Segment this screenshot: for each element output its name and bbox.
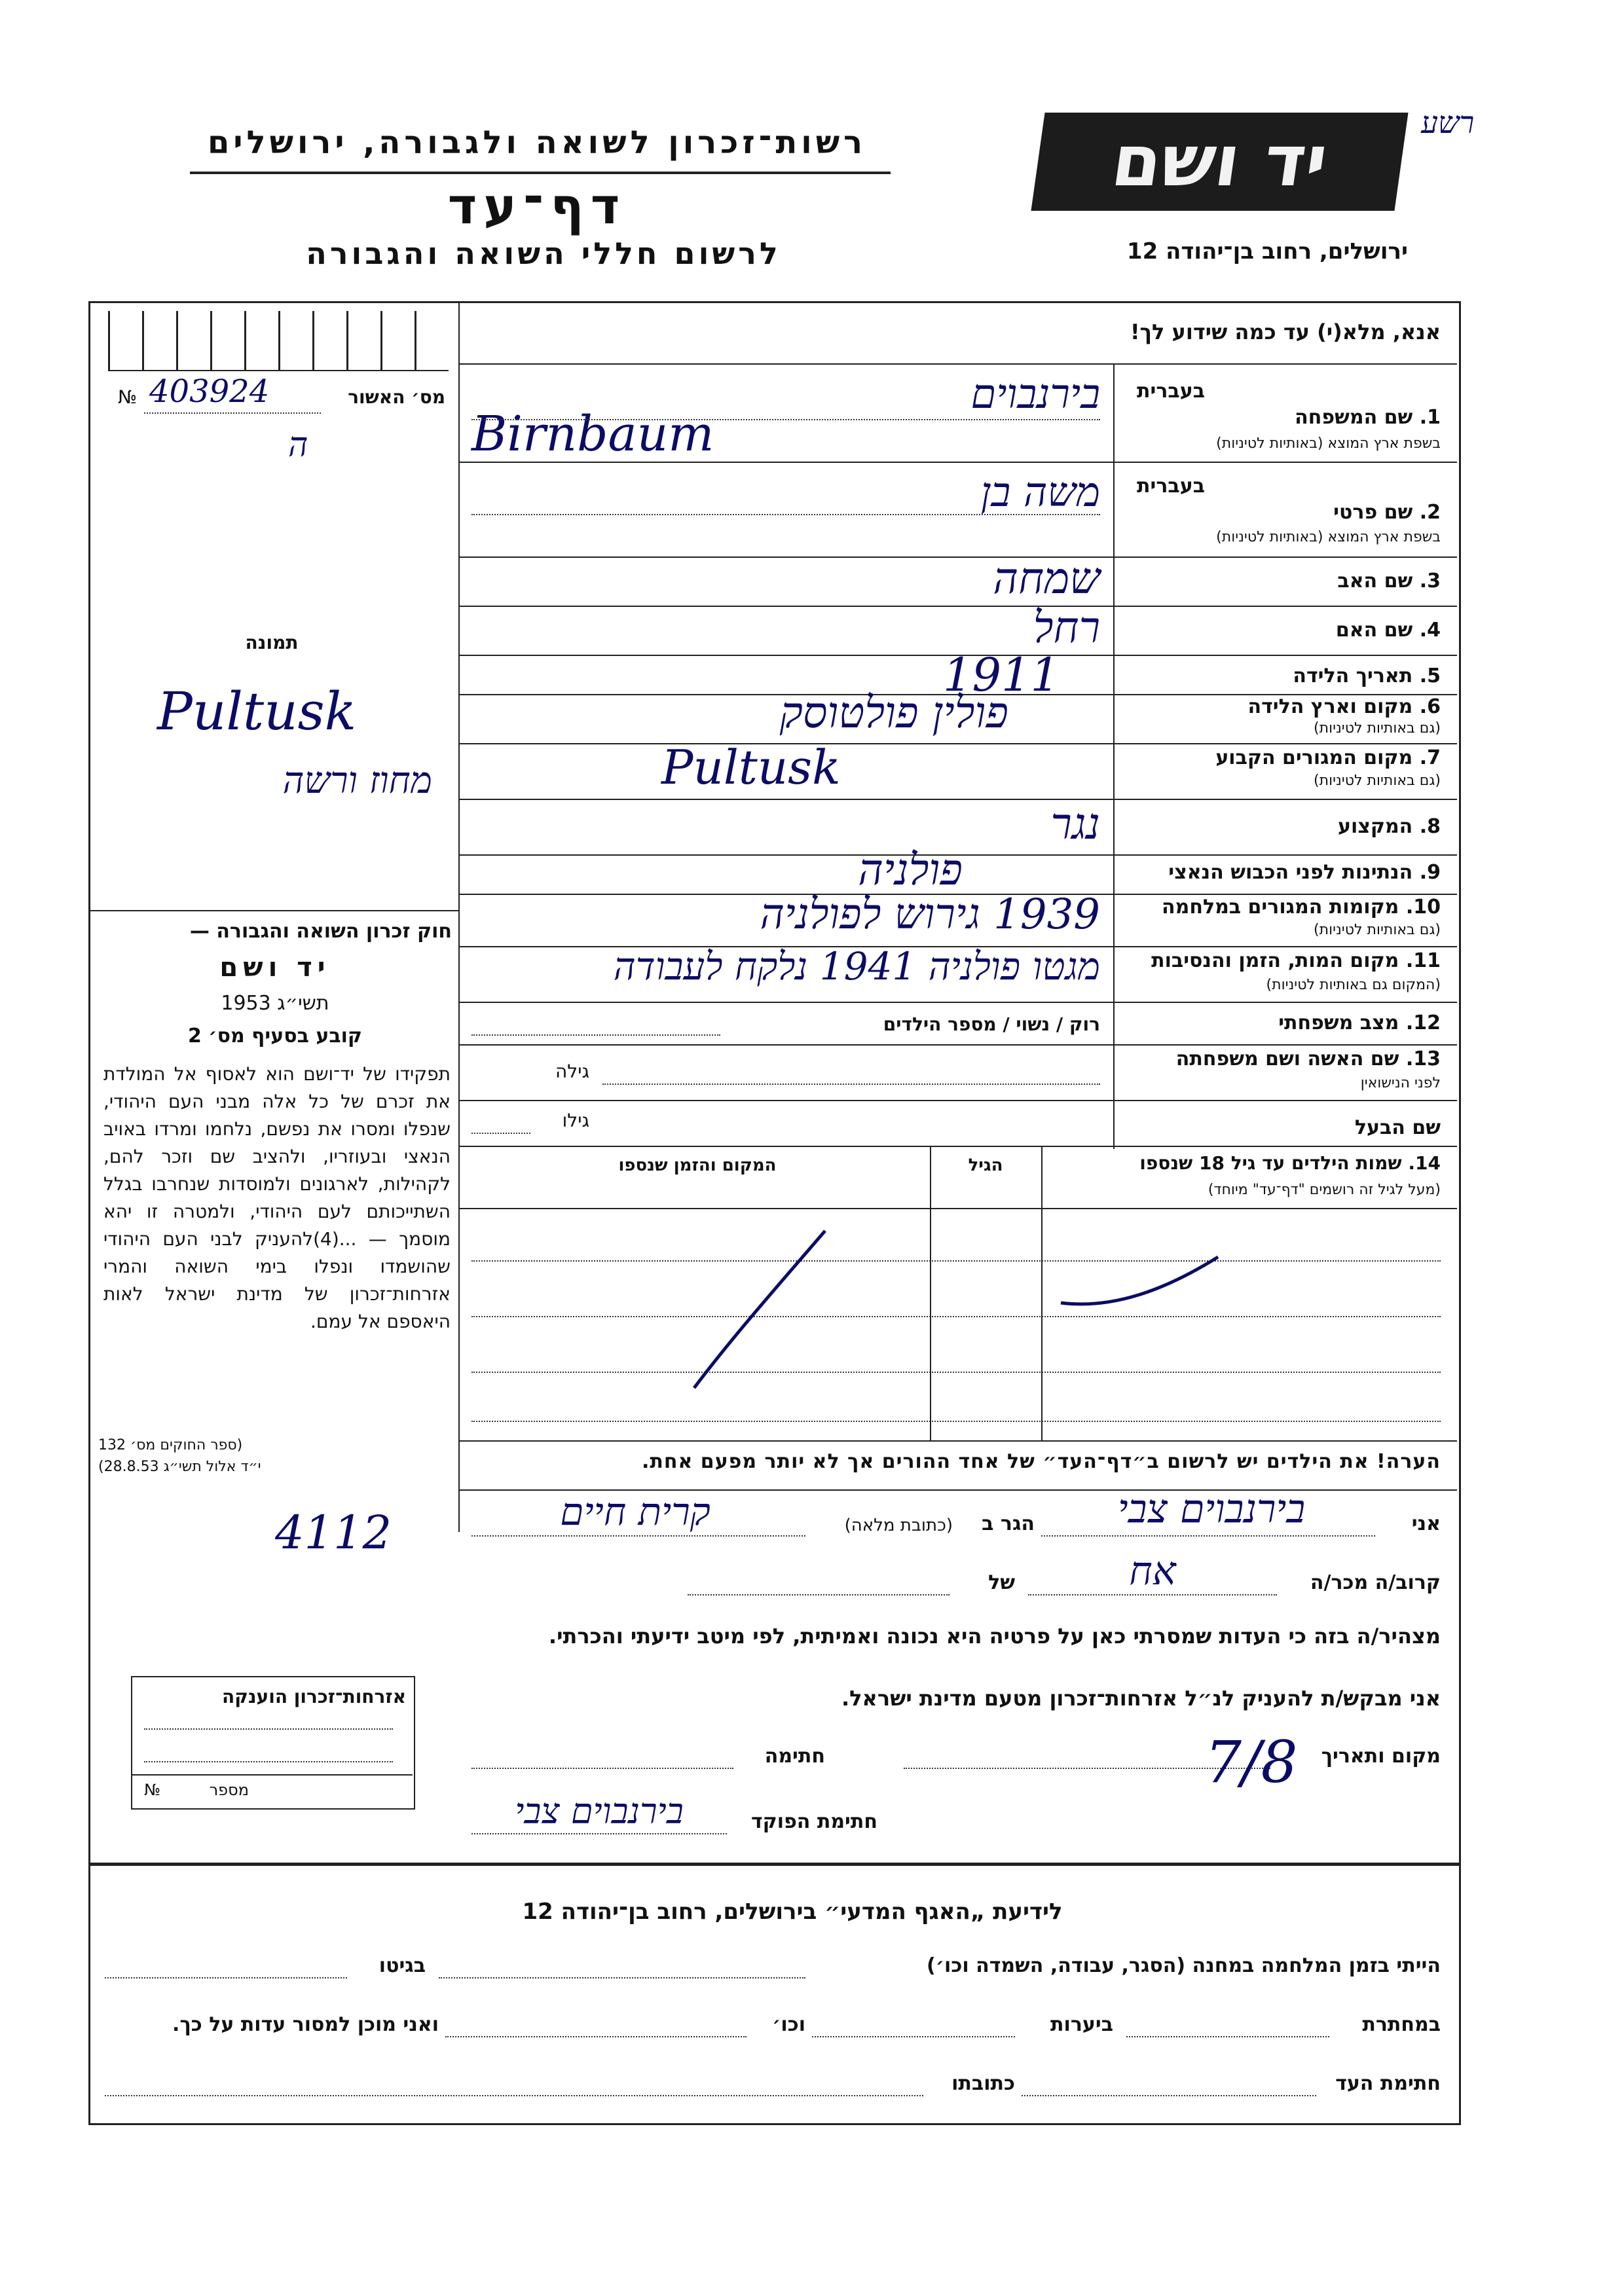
field-13-text: שם האשה ושם משפחתה (1175, 1048, 1399, 1070)
field-14-text: שמות הילדים עד גיל 18 שנספו (1139, 1152, 1402, 1174)
clerk-signature-label: חתימת הפוקד (751, 1810, 877, 1833)
field-3-num: 3. (1419, 570, 1441, 592)
field-6-text: מקום וארץ הלידה (1247, 695, 1413, 718)
label-column-divider (1113, 363, 1115, 1149)
form-title: דף־עד (447, 177, 627, 235)
field-14-num: 14. (1408, 1152, 1441, 1174)
bottom-divider (88, 1863, 1459, 1866)
grant-box-divider (131, 1774, 413, 1776)
field-11-num: 11. (1405, 949, 1441, 972)
children-age-header: הגיל (968, 1156, 1003, 1175)
field-12-dots (471, 1034, 720, 1036)
field-9-label (1126, 861, 1441, 884)
field-9-value: פולניה (858, 845, 963, 895)
field-2-value: משה בן (980, 468, 1100, 516)
witness-address-value: קרית חיים (560, 1489, 710, 1534)
bottom-line-1-camp: הייתי בזמן המלחמה במחנה (הסגר, עבודה, השמדה וכו׳) (927, 1954, 1441, 1977)
strike-mark-2 (1061, 1257, 1218, 1304)
row-line-13b (458, 1146, 1457, 1147)
witness-request: אני מבקש/ת להעניק לנ״ל אזרחות־זכרון מטעם מדינת ישראל. (841, 1686, 1441, 1711)
field-12-text: מצב משפחתי (1278, 1011, 1399, 1034)
bottom-line-2-dots-a (1126, 2036, 1329, 2037)
witness-address-dots (471, 1535, 805, 1537)
field-7-label (1126, 746, 1441, 769)
field-13-age-label: גילה (555, 1061, 589, 1082)
field-4-text: שם האם (1335, 619, 1413, 642)
place-date-label: מקום ותאריך (1321, 1745, 1441, 1768)
children-header-line (458, 1208, 1457, 1209)
witness-relation-dots (1028, 1594, 1277, 1595)
field-13-sub: לפני הנישואין (1360, 1075, 1441, 1091)
law-name: יד ושם (219, 953, 331, 983)
field-5-num: 5. (1419, 665, 1441, 687)
law-citation-2: י״ד אלול תשי״ג 28.8.53) (98, 1459, 261, 1475)
bottom-line-2-etc: וכו׳ (772, 2013, 805, 2036)
bottom-line-2-dots-b (812, 2036, 1015, 2037)
field-6-num: 6. (1419, 695, 1441, 718)
field-2-text: שם פרטי (1333, 501, 1413, 524)
witness-of-dots (688, 1594, 950, 1595)
signature-label: חתימה (764, 1745, 825, 1768)
children-row-4 (471, 1421, 1441, 1422)
approval-mark: ה (288, 426, 308, 465)
field-7-text: מקום המגורים הקבוע (1215, 746, 1413, 769)
approval-no-sign: № (118, 386, 138, 408)
note-top-line (458, 1440, 1457, 1442)
approval-label: מס׳ האשור (348, 386, 445, 408)
field-12-num: 12. (1405, 1011, 1441, 1034)
witness-resides-label: הגר ב (982, 1512, 1035, 1535)
header-address: ירושלים, רחוב בן־יהודה 12 (1126, 238, 1408, 264)
bottom-line-2-testify: ואני מוכן למסור עדות על כך. (172, 2013, 439, 2036)
bottom-line-3-address: כתובתו (951, 2072, 1015, 2095)
field-10-value: 1939 גירוש לפולניה (760, 890, 1100, 939)
field-2-sub: בשפת ארץ המוצא (באותיות לטיניות) (1216, 529, 1441, 545)
field-8-value: נגר (1050, 799, 1100, 849)
grant-box-title: אזרחות־זכרון הוענקה (222, 1686, 406, 1707)
field-1-value-latin: Birnbaum (471, 406, 714, 462)
field-13-num: 13. (1405, 1048, 1441, 1070)
yad-vashem-logo: יד ושם (1031, 113, 1408, 211)
approval-number-boxes (108, 311, 449, 371)
form-subtitle: לרשום חללי השואה והגבורה (306, 236, 781, 271)
husband-age-dots (471, 1133, 530, 1134)
children-place-header: המקום והזמן שנספו (618, 1156, 777, 1175)
field-13-label (1126, 1048, 1441, 1070)
field-11-text: מקום המות, הזמן והנסיבות (1151, 949, 1399, 972)
field-1-num: 1. (1419, 406, 1441, 429)
grant-box-number-label: מספר (209, 1781, 249, 1799)
field-8-num: 8. (1419, 815, 1441, 838)
field-6-value: פולין פולטוסק (779, 687, 1008, 738)
photo-handwriting-1: Pultusk (157, 681, 357, 742)
approval-number: 403924 (149, 373, 270, 410)
law-top-line (88, 910, 458, 911)
husband-label: שם הבעל (1354, 1116, 1441, 1139)
row-line-11 (458, 1002, 1457, 1003)
field-14-label (1048, 1152, 1441, 1174)
field-12-label (1126, 1011, 1441, 1034)
witness-ani: אני (1411, 1512, 1441, 1535)
field-13-dots (602, 1084, 1100, 1085)
bottom-line-2-forests: ביערות (1050, 2013, 1113, 2036)
bottom-line-3-dots-b (105, 2095, 923, 2096)
field-14-sub: (מעל לגיל זה רושמים "דף־עד" מיוחד) (1208, 1182, 1441, 1198)
field-4-num: 4. (1419, 619, 1441, 642)
field-1-sub: בשפת ארץ המוצא (באותיות לטיניות) (1216, 435, 1441, 452)
witness-address-label: (כתובת מלאה) (844, 1516, 953, 1535)
field-11-label (1126, 949, 1441, 972)
row-line-6 (458, 743, 1457, 744)
row-line-12 (458, 1044, 1457, 1046)
field-1-dots (471, 419, 1100, 420)
request-line (458, 363, 1457, 365)
field-2-dots (471, 514, 1100, 515)
field-3-label (1126, 570, 1441, 592)
grant-box-dots-1 (144, 1728, 393, 1730)
law-citation-1: (ספר החוקים מס׳ 132 (98, 1437, 243, 1453)
witness-declaration: מצהיר/ה בזה כי העדות שמסרתי כאן על פרטיה היא נכונה ואמיתית, לפי מיטב ידיעתי והכרתי. (548, 1624, 1441, 1649)
children-strike-marks (655, 1218, 1231, 1401)
field-11-sub: (המקום גם באותיות לטיניות) (1266, 977, 1441, 993)
bottom-line-2-underground: במחתרת (1362, 2013, 1441, 2036)
field-10-sub: (גם באותיות לטיניות) (1314, 922, 1441, 938)
authority-underline (190, 172, 891, 174)
field-3-text: שם האב (1337, 570, 1413, 592)
witness-name-value: בירנבוים צבי (1117, 1486, 1306, 1532)
field-12-options: רוק / נשוי / מספר הילדים (883, 1013, 1100, 1035)
field-10-label (1126, 896, 1441, 919)
field-11-value: מגטו פולניה 1941 נלקח לעבודה (613, 944, 1100, 989)
field-9-num: 9. (1419, 861, 1441, 884)
field-10-num: 10. (1405, 896, 1441, 919)
request-text: אנא, מלא(י) עד כמה שידוע לך! (1130, 319, 1441, 344)
field-1-label (1126, 406, 1441, 429)
field-1-hebrew-tag: בעברית (1137, 380, 1205, 403)
law-title: חוק זכרון השואה והגבורה — (189, 920, 452, 943)
field-7-sub: (גם באותיות לטיניות) (1314, 773, 1441, 789)
field-4-label (1126, 619, 1441, 642)
law-year: תשי״ג 1953 (221, 992, 329, 1015)
field-6-sub: (גם באותיות לטיניות) (1314, 720, 1441, 737)
strike-mark-1 (694, 1231, 825, 1388)
field-2-hebrew-tag: בעברית (1137, 475, 1205, 498)
witness-relative-label: קרוב/ה מכר/ה (1310, 1571, 1441, 1594)
husband-age-label: גילו (562, 1110, 589, 1131)
note-text: הערה! את הילדים יש לרשום ב״דף־העד״ של אחד ההורים אך לא יותר מפעם אחת. (642, 1450, 1441, 1473)
field-2-num: 2. (1419, 501, 1441, 524)
clerk-signature-dots (471, 1833, 727, 1834)
witness-of-label: של (988, 1571, 1015, 1594)
bottom-line-1-dots-b (105, 1977, 347, 1978)
bottom-line-1-ghetto: בגיטו (378, 1954, 426, 1977)
witness-handmark: 4112 (275, 1506, 392, 1559)
field-2-label (1126, 501, 1441, 524)
field-5-label (1126, 665, 1441, 687)
authority-name: רשות־זכרון לשואה ולגבורה, ירושלים (207, 124, 867, 161)
signature-dots (471, 1768, 733, 1769)
clerk-signature-value: בירנבוים צבי (515, 1791, 684, 1832)
photo-handwriting-2: מחוז ורשה (282, 759, 432, 802)
field-5-value: 1911 (943, 648, 1060, 702)
witness-name-dots (1041, 1535, 1375, 1537)
field-1-value-hebrew: בירנבוים (970, 370, 1100, 418)
field-8-label (1126, 815, 1441, 838)
row-line-13 (458, 1100, 1457, 1101)
field-6-label (1126, 695, 1441, 718)
bottom-line-2-dots-c (445, 2036, 747, 2037)
approval-dots (144, 412, 321, 414)
field-8-text: המקצוע (1337, 815, 1413, 838)
field-7-num: 7. (1419, 746, 1441, 769)
field-1-text: שם המשפחה (1295, 406, 1413, 429)
field-7-value: Pultusk (661, 740, 841, 795)
field-9-text: הנתינות לפני הכבוש הנאצי (1168, 861, 1413, 884)
corner-handwriting: רשע (1421, 105, 1475, 140)
field-10-text: מקומות המגורים במלחמה (1162, 896, 1399, 919)
witness-relation-value: אח (1129, 1548, 1176, 1594)
signature-value: 7/8 (1205, 1728, 1298, 1796)
field-5-text: תאריך הלידה (1293, 665, 1413, 687)
bottom-line-1-dots-a (439, 1977, 805, 1978)
field-3-value: שמחה (993, 553, 1100, 604)
law-text: תפקידו של יד־ושם הוא לאסוף אל המולדת את זכרם של כל אלה מבני העם היהודי, שנפלו ומסרו את נפשם, נלחמו ומרדו באויב הנאצי ובעוזריו, ולהציב שם וזכר להם, לקהילות, לארגונים ולמוסדות שנחרבו בגלל השתייכותם לעם היהודי, ולמטרה זו יהא מוסמך — ...(4)להעניק לבני העם היהודי שהושמדו ונפלו בימי השואה והמרי אזרחות־זכרון של מדינת ישראל לאות היאספם אל עמם. (103, 1063, 451, 1332)
law-section: קובע בסעיף מס׳ 2 (187, 1025, 363, 1048)
grant-box-no-sign: № (144, 1781, 160, 1799)
bottom-line-3-witness-sig: חתימת העד (1335, 2072, 1441, 2095)
field-4-value: רחל (1033, 602, 1100, 653)
left-column-divider (458, 301, 460, 1532)
photo-label: תמונה (245, 632, 299, 653)
bottom-line-3-dots-a (1022, 2095, 1316, 2096)
grant-box-dots-2 (144, 1761, 393, 1762)
bottom-title: לידיעת „האגף המדעי״ בירושלים, רחוב בן־יהודה 12 (522, 1899, 1063, 1925)
